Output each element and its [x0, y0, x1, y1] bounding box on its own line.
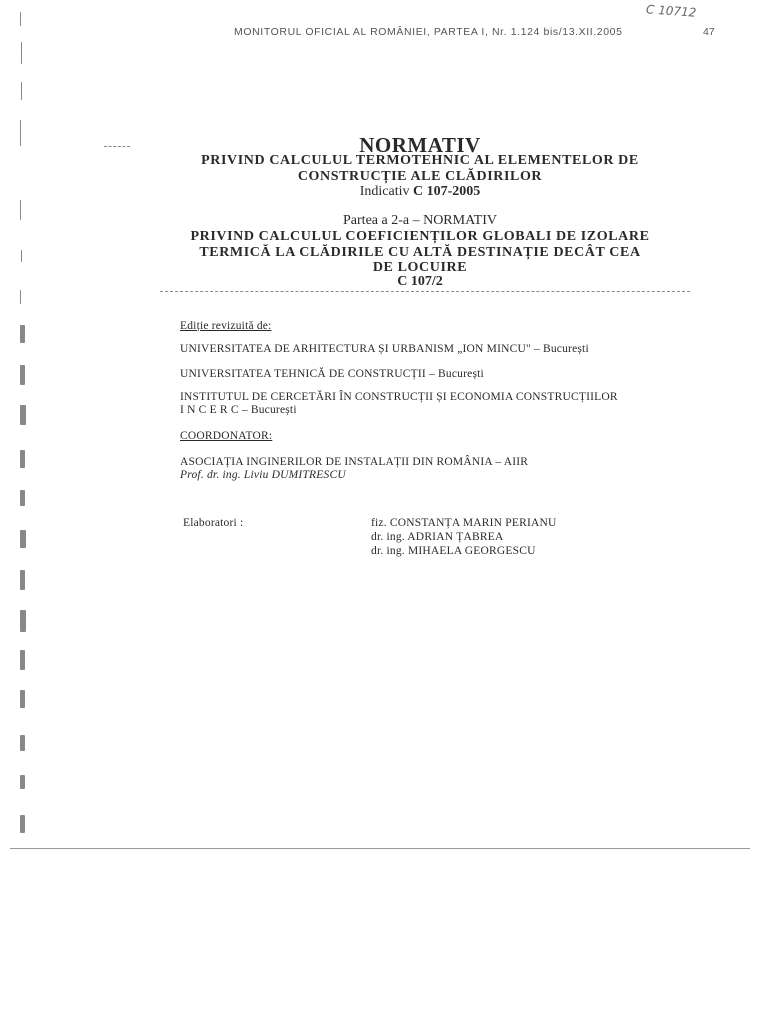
- indicativ-label: Indicativ: [359, 184, 410, 199]
- page-number: 47: [703, 26, 715, 38]
- subtitle-line-2: TERMICĂ LA CLĂDIRILE CU ALTĂ DESTINAȚIE DECÂT CEA: [199, 245, 641, 260]
- revision-heading: Ediție revizuită de:: [180, 320, 272, 332]
- subtitle-line-3: DE LOCUIRE: [372, 260, 468, 275]
- coordinator-heading: COORDONATOR:: [180, 430, 273, 442]
- page-bottom-edge: [10, 848, 750, 849]
- indicativ-code: C 107-2005: [412, 184, 481, 199]
- revision-org-3-line-2: I N C E R C – București: [180, 404, 297, 416]
- coordinator-org: ASOCIAȚIA INGINERILOR DE INSTALAȚII DIN ROMÂNIA – AIIR: [180, 456, 529, 468]
- author-2: dr. ing. ADRIAN ȚABREA: [371, 531, 504, 543]
- subtitle-line-1: PRIVIND CALCULUL COEFICIENȚILOR GLOBALI DE IZOLARE: [190, 229, 650, 244]
- author-1: fiz. CONSTANȚA MARIN PERIANU: [371, 517, 557, 529]
- scan-mark: [104, 146, 130, 148]
- indicativ: [150, 184, 690, 200]
- coordinator-person: Prof. dr. ing. Liviu DUMITRESCU: [180, 469, 346, 481]
- revision-org-2: UNIVERSITATEA TEHNICĂ DE CONSTRUCȚII – București: [180, 368, 484, 380]
- authors-label: Elaboratori :: [183, 517, 244, 529]
- author-3: dr. ing. MIHAELA GEORGESCU: [371, 545, 536, 557]
- handwritten-note: C 10712: [645, 2, 697, 20]
- part-heading: Partea a 2-a – NORMATIV: [343, 213, 497, 228]
- running-head: MONITORUL OFICIAL AL ROMÂNIEI, PARTEA I, Nr. 1.124 bis/13.XII.2005: [234, 26, 623, 38]
- document-title: NORMATIV: [359, 133, 481, 157]
- revision-org-3-line-1: INSTITUTUL DE CERCETĂRI ÎN CONSTRUCȚII ȘI ECONOMIA CONSTRUCȚIILOR: [180, 391, 618, 403]
- revision-org-1: UNIVERSITATEA DE ARHITECTURA ȘI URBANISM „ION MINCU" – București: [180, 343, 589, 355]
- left-margin-marks: [16, 0, 40, 850]
- title-line-2: CONSTRUCȚIE ALE CLĂDIRILOR: [297, 169, 543, 184]
- subtitle-code: C 107/2: [397, 274, 443, 289]
- title-line-1: PRIVIND CALCULUL TERMOTEHNIC AL ELEMENTELOR DE: [201, 153, 639, 168]
- title-divider: [160, 291, 690, 293]
